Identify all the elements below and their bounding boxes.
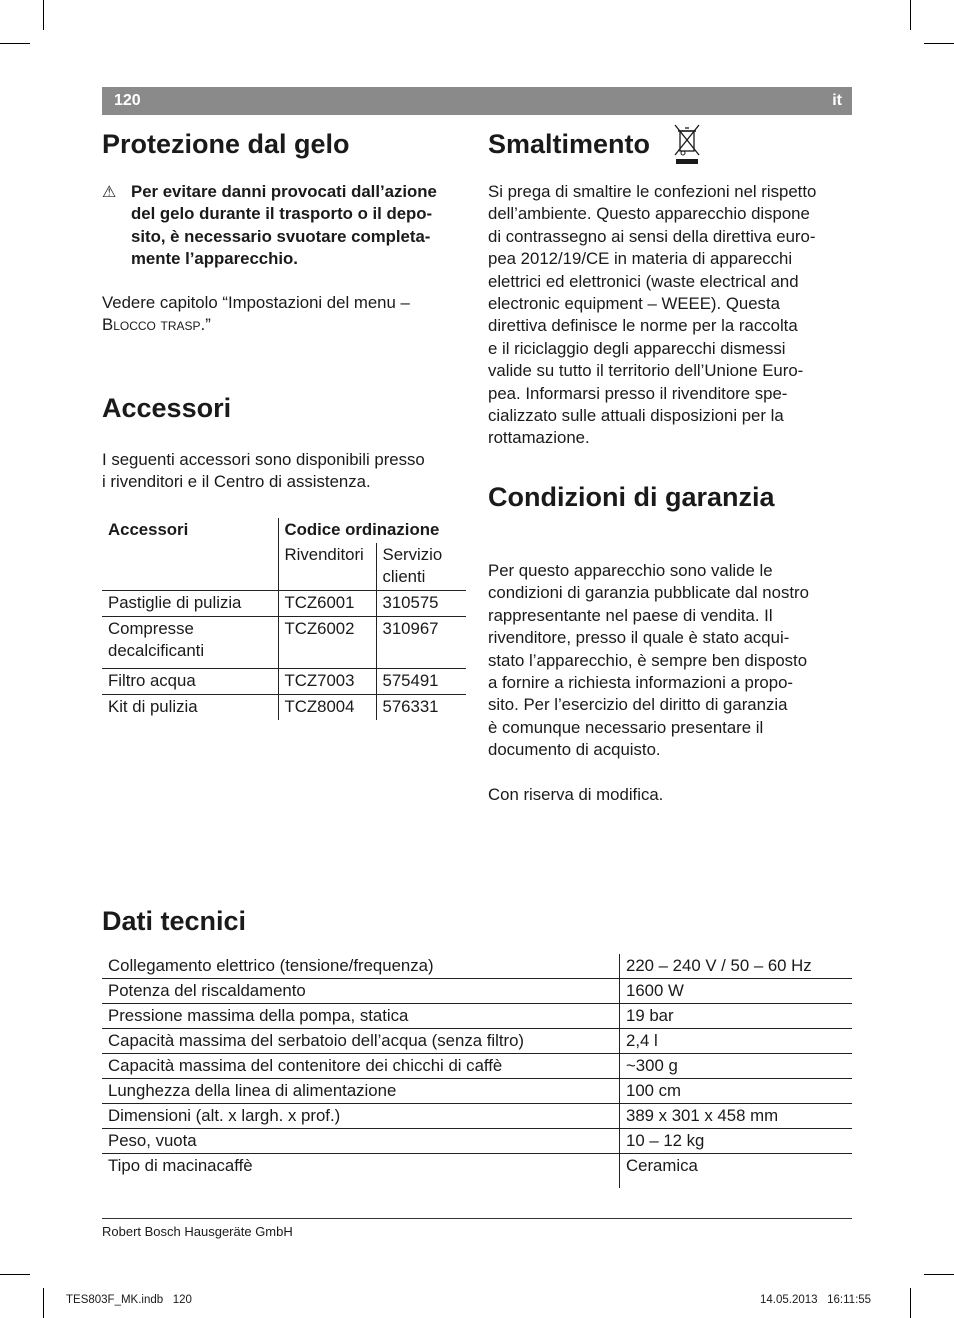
table-row: [102, 1104, 852, 1129]
table-row: [102, 954, 852, 979]
table-row: [102, 1129, 852, 1154]
disposal-line: elettrici ed elettronici (waste electrical and: [488, 271, 799, 291]
table-row: [102, 1154, 852, 1189]
disposal-title: Smaltimento: [488, 129, 651, 159]
warranty-title: Condizioni di garanzia: [488, 482, 775, 512]
frost-warning: [102, 181, 466, 271]
spec-value: 389 x 301 x 458 mm: [620, 1104, 853, 1129]
subheader-servizio-line: clienti: [382, 567, 426, 586]
spec-label: Potenza del riscaldamento: [102, 979, 620, 1004]
intro-line: I seguenti accessori sono disponibili presso: [102, 450, 425, 469]
tech-title: Dati tecnici: [102, 906, 247, 936]
disposal-line: di contrassegno ai sensi della direttiva euro-: [488, 226, 816, 246]
disposal-heading: [488, 128, 650, 160]
spec-value: 100 cm: [620, 1079, 853, 1104]
spec-label: Tipo di macinacaffè: [108, 1156, 253, 1175]
footer-company: Robert Bosch Hausgeräte GmbH: [102, 1224, 293, 1239]
frost-reference: [102, 292, 466, 337]
spec-label: Collegamento elettrico (tensione/frequenza): [102, 954, 620, 979]
service-code: 310967: [376, 617, 466, 669]
empty-cell: [102, 543, 278, 591]
disposal-line: pea 2012/19/CE in materia di apparecchi: [488, 249, 793, 269]
warranty-text: [488, 560, 854, 806]
table-row: [102, 591, 466, 617]
disposal-line: e il riciclaggio degli apparecchi dismessi: [488, 338, 786, 358]
disposal-line: electronic equipment – WEEE). Questa: [488, 294, 780, 314]
warranty-line: rappresentante nel paese di vendita. Il: [488, 605, 773, 625]
reference-line-2: [102, 314, 466, 336]
warranty-line: condizioni di garanzia pubblicate dal nostro: [488, 583, 809, 603]
warning-line: del gelo durante il trasporto o il depo-: [131, 204, 433, 224]
subheader-rivenditori: Rivenditori: [278, 543, 376, 591]
frost-title: Protezione dal gelo: [102, 129, 350, 159]
table-row: [102, 979, 852, 1004]
menu-item-name: Blocco trasp: [102, 315, 201, 335]
spec-value: 1600 W: [620, 979, 853, 1004]
table-row: [102, 1054, 852, 1079]
table-row: [102, 1029, 852, 1054]
language-code: it: [832, 92, 842, 109]
crop-mark: [924, 43, 954, 44]
warranty-line: documento di acquisto.: [488, 740, 661, 760]
warranty-line: stato l’apparecchio, è sempre ben disposto: [488, 650, 808, 670]
crossed-out-wheelie-bin-icon: [672, 122, 702, 166]
warning-line: sito, è necessario svuotare completa-: [131, 226, 431, 246]
table-row: [102, 1079, 852, 1104]
disposal-line: dell’ambiente. Questo apparecchio dispone: [488, 204, 810, 224]
page-number: 120: [114, 92, 141, 109]
spec-value: ~300 g: [620, 1054, 853, 1079]
crop-mark: [0, 43, 30, 44]
spec-label: Peso, vuota: [102, 1129, 620, 1154]
dealer-code: TCZ6001: [278, 591, 376, 617]
tech-table: [102, 954, 852, 1188]
crop-mark: [43, 1288, 44, 1318]
accessories-title: Accessori: [102, 393, 232, 423]
crop-mark: [910, 1288, 911, 1318]
service-code: 310575: [376, 591, 466, 617]
warning-text: [131, 181, 466, 271]
spec-value: 2,4 l: [620, 1029, 853, 1054]
warranty-line: rivenditore, presso il quale è stato acqui-: [488, 628, 790, 648]
warranty-line: Per questo apparecchio sono valide le: [488, 561, 773, 580]
disposal-text: [488, 181, 854, 450]
crop-mark: [910, 0, 911, 30]
warranty-line: a fornire a richiesta informazioni a propo-: [488, 673, 794, 693]
spec-label: Lunghezza della linea di alimentazione: [102, 1079, 620, 1104]
warranty-line: è comunque necessario presentare il: [488, 717, 764, 737]
crop-mark: [924, 1274, 954, 1275]
page-header-bar: [102, 87, 852, 115]
subheader-servizio-line: Servizio: [382, 545, 443, 564]
spec-label: Dimensioni (alt. x largh. x prof.): [102, 1104, 620, 1129]
spec-value: 10 – 12 kg: [620, 1129, 853, 1154]
disposal-line: pea. Informarsi presso il rivenditore spe-: [488, 383, 788, 403]
service-code: 576331: [376, 695, 466, 721]
disposal-line: direttiva definisce le norme per la raccolta: [488, 316, 798, 336]
print-slug-file: TES803F_MK.indb 120: [66, 1294, 192, 1306]
table-row: [102, 1004, 852, 1029]
reference-line: Vedere capitolo “Impostazioni del menu –: [102, 293, 410, 312]
service-code: 575491: [376, 669, 466, 695]
accessory-name: [102, 617, 278, 669]
print-slug-date: 14.05.2013 16:11:55: [760, 1294, 872, 1306]
disposal-line: Si prega di smaltire le confezioni nel rispetto: [488, 182, 817, 201]
warning-triangle-icon: ⚠: [102, 184, 117, 201]
table-row: [102, 617, 466, 669]
accessory-name: Pastiglie di pulizia: [102, 591, 278, 617]
accessory-name: Filtro acqua: [102, 669, 278, 695]
spec-label: Pressione massima della pompa, statica: [102, 1004, 620, 1029]
dealer-code: TCZ7003: [278, 669, 376, 695]
accessory-name: Kit di pulizia: [108, 697, 198, 716]
spec-value: Ceramica: [620, 1154, 853, 1189]
disposal-line: rottamazione.: [488, 428, 590, 448]
intro-line: i rivenditori e il Centro di assistenza.: [102, 472, 371, 492]
spec-value: 19 bar: [620, 1004, 853, 1029]
accessory-name-line: decalcificanti: [108, 641, 205, 660]
subheader-servizio: [376, 543, 466, 591]
accessories-intro: [102, 449, 466, 494]
reference-end: .”: [200, 315, 211, 335]
reserve-note: Con riserva di modifica.: [488, 785, 664, 805]
disposal-line: valide su tutto il territorio dell’Unione Euro-: [488, 361, 804, 381]
warranty-line: sito. Per l’esercizio del diritto di garanzia: [488, 695, 788, 715]
accessories-table: [102, 518, 466, 720]
col-header-codice: Codice ordinazione: [278, 518, 466, 543]
col-header-accessori: Accessori: [108, 520, 189, 539]
table-row: [102, 669, 466, 695]
spec-value: 220 – 240 V / 50 – 60 Hz: [620, 954, 853, 979]
spec-label: Capacità massima del contenitore dei chicchi di caffè: [102, 1054, 620, 1079]
spec-label: Capacità massima del serbatoio dell’acqua (senza filtro): [102, 1029, 620, 1054]
table-row: [102, 695, 466, 721]
dealer-code: TCZ8004: [278, 695, 376, 721]
crop-mark: [0, 1274, 30, 1275]
dealer-code: TCZ6002: [278, 617, 376, 669]
disposal-line: cializzato sulle attuali disposizioni per la: [488, 406, 784, 426]
crop-mark: [43, 0, 44, 30]
footer-divider: [102, 1218, 852, 1219]
warning-line: Per evitare danni provocati dall’azione: [131, 182, 437, 201]
warning-line: mente l’apparecchio.: [131, 249, 298, 269]
accessory-name-line: Compresse: [108, 619, 194, 638]
